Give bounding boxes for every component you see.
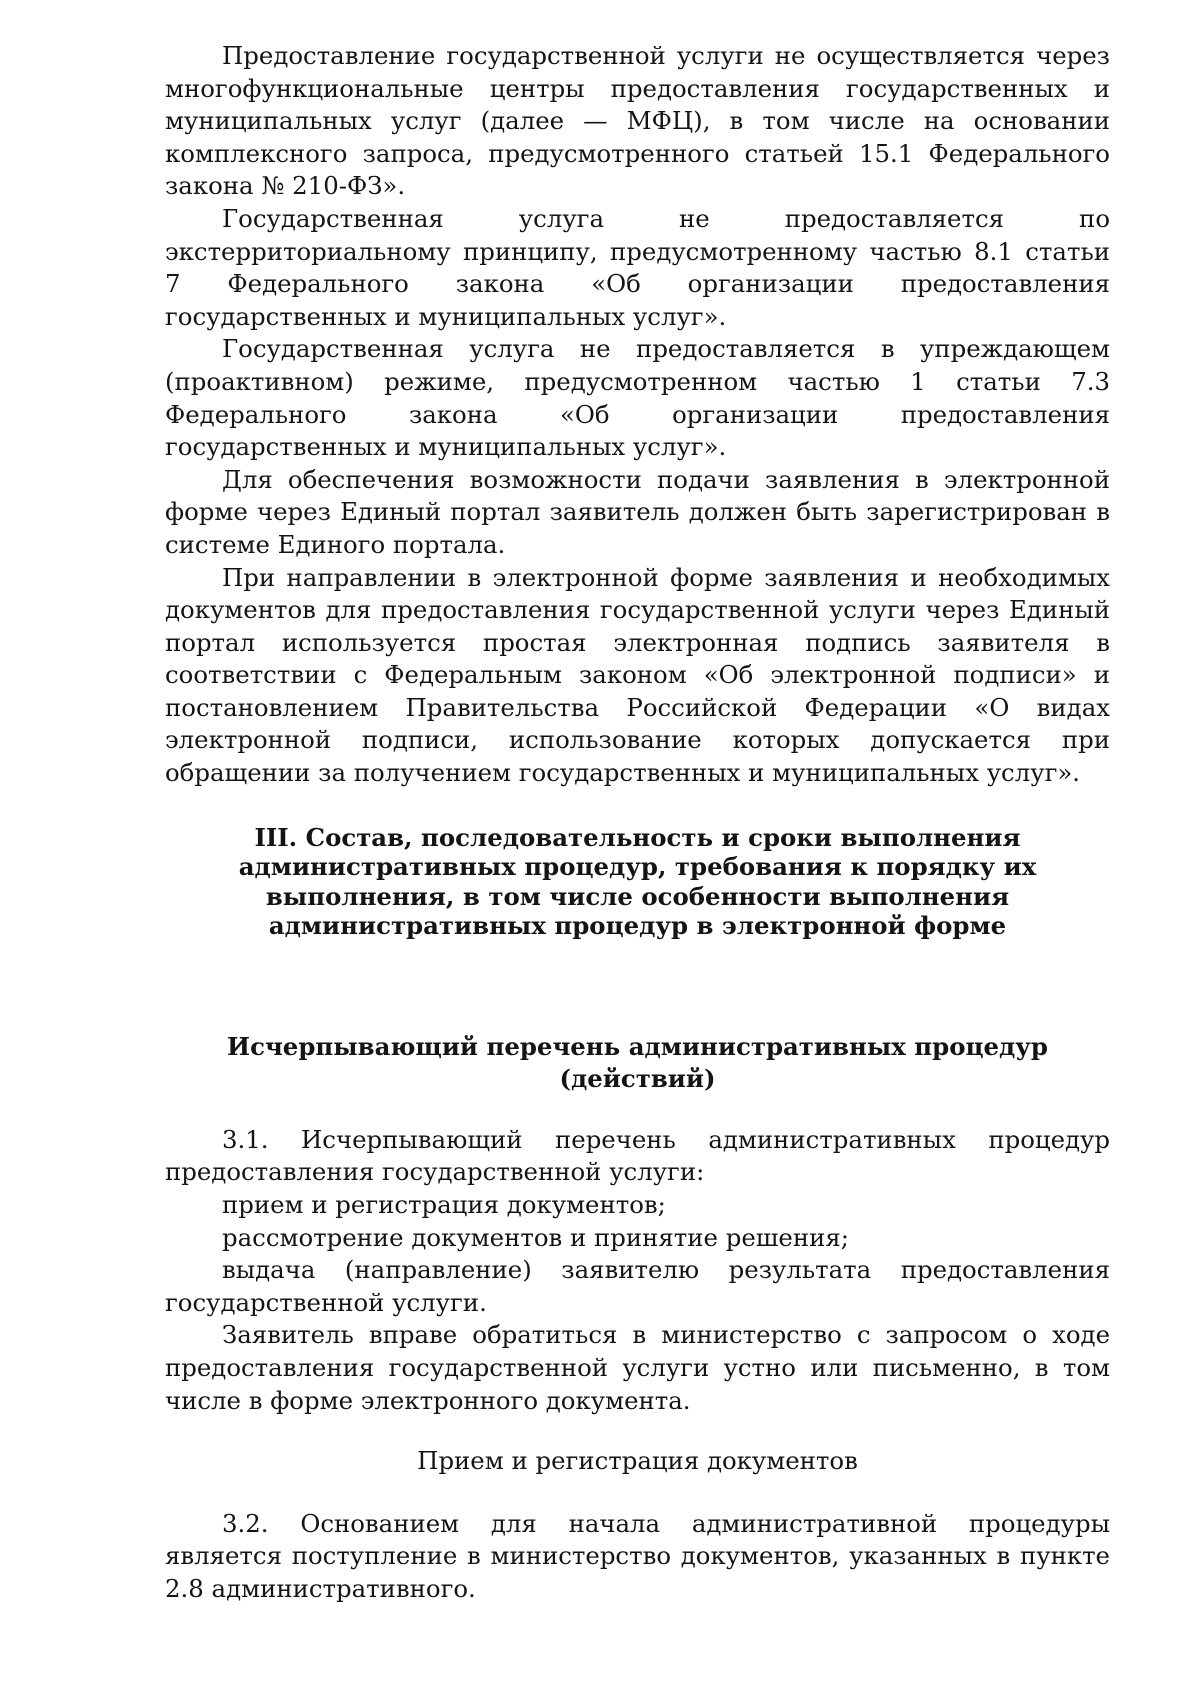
section-heading-line-3: выполнения, в том числе особенности выполнения bbox=[265, 881, 1010, 911]
paragraph-request: Заявитель вправе обратиться в министерство с запросом о ходе предоставления государственной услуги устно или письменно, в том числе в форме электронного документа. bbox=[165, 1320, 1110, 1415]
subheading-reception: Прием и регистрация документов bbox=[417, 1446, 858, 1476]
item-3-1: 3.1. Исчерпывающий перечень административных процедур предоставления государственной услуги: bbox=[165, 1124, 1110, 1187]
list-item: рассмотрение документов и принятие решения; bbox=[222, 1222, 849, 1252]
paragraph-registration: Для обеспечения возможности подачи заявления в электронной форме через Единый портал заявитель должен быть зарегистрирован в системе Единого портала. bbox=[165, 464, 1110, 559]
section-heading bbox=[165, 823, 1110, 941]
section-heading-line-4: административных процедур в электронной форме bbox=[268, 911, 1007, 941]
list-item: выдача (направление) заявителю результата предоставления государственной услуги. bbox=[165, 1255, 1110, 1317]
paragraph-exterritorial: Государственная услуга не предоставляется по экстерриториальному принципу, предусмотренному частью 8.1 статьи 7 Федерального закона «Об организации предоставления государственных и муниципальных услуг». bbox=[165, 203, 1110, 331]
document-page bbox=[165, 40, 1110, 1606]
section-heading-line-2: административных процедур, требования к порядку их bbox=[238, 852, 1037, 882]
item-3-2: 3.2. Основанием для начала административной процедуры является поступление в министерство документов, указанных в пункте 2.8 административного. bbox=[165, 1508, 1110, 1603]
paragraph-mfc: Предоставление государственной услуги не осуществляется через многофункциональные центры предоставления государственных и муниципальных услуг (далее — МФЦ), в том числе на основании комплексного запроса, предусмотренного статьей 15.1 Федерального закона № 210-ФЗ». bbox=[165, 41, 1110, 201]
section-heading-line-1: III. Состав, последовательность и сроки выполнения bbox=[254, 822, 1021, 852]
paragraph-electronic-signature: При направлении в электронной форме заявления и необходимых документов для предоставления государственной услуги через Единый портал используется простая электронная подпись заявителя в соответствии с Федеральным законом «Об электронной подписи» и постановлением Правительства Российской Федерации «О видах электронной подписи, использование которых допускается при обращении за получением государственных и муниципальных услуг». bbox=[165, 562, 1110, 788]
subsection-heading: Исчерпывающий перечень административных процедур (действий) bbox=[227, 1031, 1048, 1094]
paragraph-proactive: Государственная услуга не предоставляется в упреждающем (проактивном) режиме, предусмотренном частью 1 статьи 7.3 Федерального закона «Об организации предоставления государственных и муниципальных услуг». bbox=[165, 334, 1110, 462]
list-item: прием и регистрация документов; bbox=[222, 1190, 666, 1220]
